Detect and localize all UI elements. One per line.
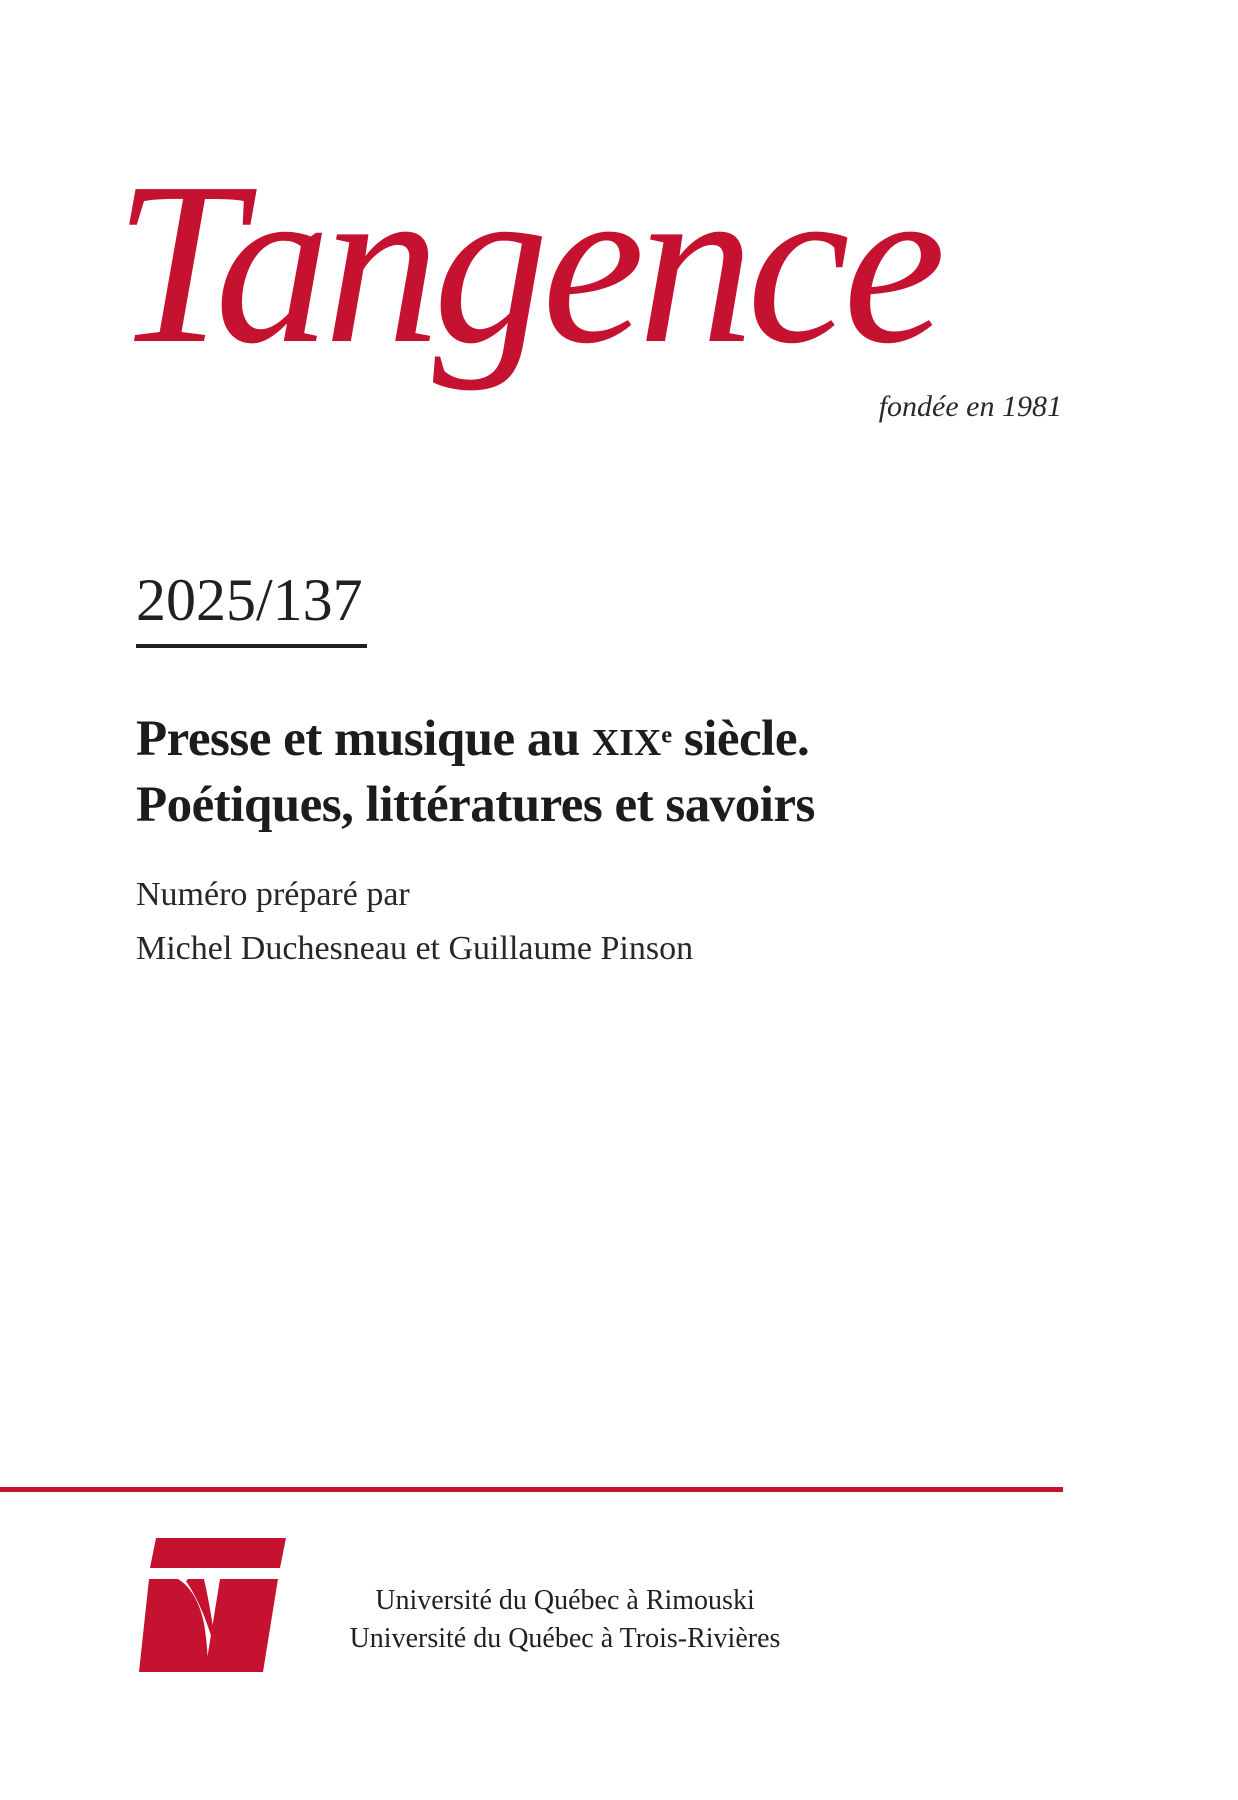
issue-title-line1-pre: Presse et musique au (136, 711, 593, 767)
journal-founded-note: fondée en 1981 (878, 390, 1062, 423)
issue-number: 2025/137 (136, 570, 367, 648)
footer-divider-rule (0, 1487, 1063, 1492)
journal-title: Tangence (114, 135, 939, 392)
issue-title-line2: Poétiques, littératures et savoirs (136, 777, 815, 833)
university-line-1: Université du Québec à Rimouski (375, 1585, 755, 1616)
issue-title-roman-numeral: XIX (592, 722, 662, 764)
issue-title (136, 708, 815, 836)
issue-title-ordinal-sup: e (661, 721, 672, 749)
university-line-2: Université du Québec à Trois-Rivières (349, 1623, 781, 1654)
publisher-block (330, 1582, 800, 1658)
issue-title-line1-post: siècle. (671, 711, 810, 767)
issue-title-line1 (136, 708, 815, 774)
editor-names: Michel Duchesneau et Guillaume Pinson (136, 930, 694, 967)
editors-block (136, 868, 693, 976)
prepared-by-label: Numéro préparé par (136, 876, 410, 913)
uq-logo-icon (136, 1538, 288, 1672)
